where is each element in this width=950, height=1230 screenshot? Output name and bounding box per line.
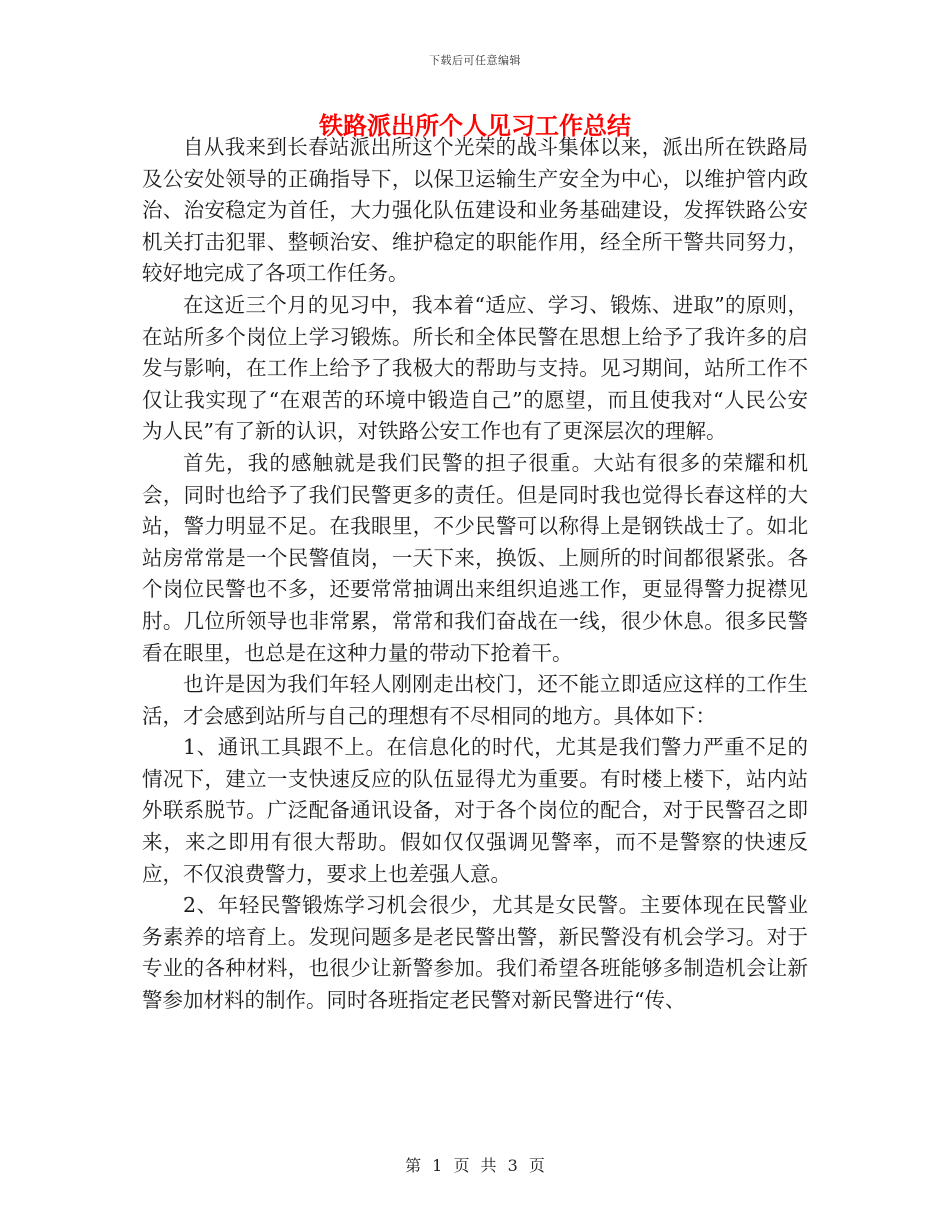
paragraph-1: 自从我来到长春站派出所这个光荣的战斗集体以来，派出所在铁路局及公安处领导的正确指导下，以保卫运输生产安全为中心，以维护管内政治、治安稳定为首任，大力强化队伍建设和业务基础建设，发挥铁路公安机关打击犯罪、整顿治安、维护稳定的职能作用，经全所干警共同努力，较好地完成了各项工作任务。 [142,135,808,286]
paragraph-2: 在这近三个月的见习中，我本着“适应、学习、锻炼、进取”的原则，在站所多个岗位上学习锻炼。所长和全体民警在思想上给予了我许多的启发与影响，在工作上给予了我极大的帮助与支持。见习期间，站所工作不仅让我实现了“在艰苦的环境中锻造自己”的愿望，而且使我对“人民公安为人民”有了新的认识，对铁路公安工作也有了更深层次的理解。 [142,292,808,444]
document-title: 铁路派出所个人见习工作总结 [319,111,631,140]
document-body [142,132,808,1017]
paragraph-6: 2、年轻民警锻炼学习机会很少，尤其是女民警。主要体现在民警业务素养的培育上。发现问题多是老民警出警，新民警没有机会学习。对于专业的各种材料，也很少让新警参加。我们希望各班能够多制造机会让新警参加材料的制作。同时各班指定老民警对新民警进行“传、 [142,893,808,1013]
page-footer: 第 1 页 共 3 页 [405,1156,545,1175]
paragraph-3: 首先，我的感触就是我们民警的担子很重。大站有很多的荣耀和机会，同时也给予了我们民警更多的责任。但是同时我也觉得长春这样的大站，警力明显不足。在我眼里，不少民警可以称得上是钢铁战士了。如北站房常常是一个民警值岗，一天下来，换饭、上厕所的时间都很紧张。各个岗位民警也不多，还要常常抽调出来组织追逃工作，更显得警力捉襟见肘。几位所领导也非常累，常常和我们奋战在一线，很少休息。很多民警看在眼里，也总是在这种力量的带动下抢着干。 [142,450,808,665]
paragraph-4: 也许是因为我们年轻人刚刚走出校门，还不能立即适应这样的工作生活，才会感到站所与自己的理想有不尽相同的地方。具体如下： [142,672,808,728]
paragraph-5: 1、通讯工具跟不上。在信息化的时代，尤其是我们警力严重不足的情况下，建立一支快速反应的队伍显得尤为重要。有时楼上楼下，站内站外联系脱节。广泛配备通讯设备，对于各个岗位的配合，对于民警召之即来，来之即用有很大帮助。假如仅仅强调见警率，而不是警察的快速反应，不仅浪费警力，要求上也差强人意。 [142,735,808,886]
header-note: 下载后可任意编辑 [429,54,521,67]
